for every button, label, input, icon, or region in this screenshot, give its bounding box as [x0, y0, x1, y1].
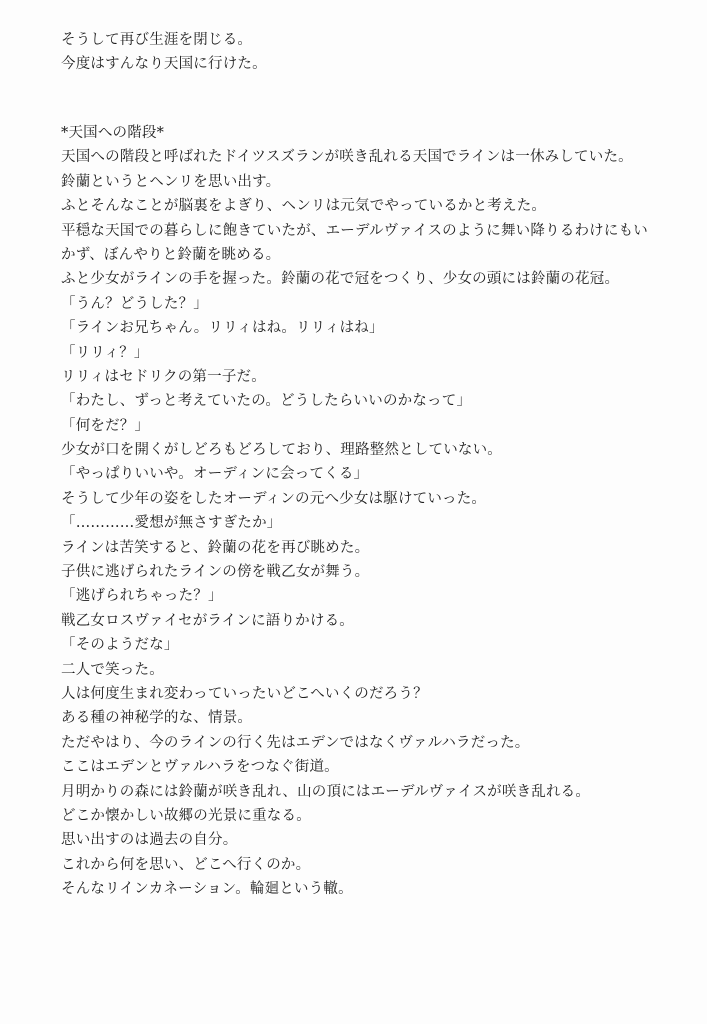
story-line: リリィはセドリクの第一子だ。	[61, 368, 266, 385]
story-line: どこか懐かしい故郷の光景に重なる。	[61, 807, 311, 824]
story-line: 戦乙女ロスヴァイセがラインに語りかける。	[61, 612, 354, 629]
story-line: ふと少女がラインの手を握った。鈴蘭の花で冠をつくり、少女の頭には鈴蘭の花冠。	[61, 271, 620, 288]
story-section	[61, 121, 691, 902]
story-line: 天国への階段と呼ばれたドイツスズランが咲き乱れる天国でラインは一休みしていた。	[61, 149, 633, 166]
intro-paragraph	[61, 28, 691, 77]
story-line: 少女が口を開くがしどろもどろしており、理路整然としていない。	[61, 442, 502, 459]
story-line: 「何をだ？」	[61, 417, 150, 434]
story-line: 「ラインお兄ちゃん。リリィはね。リリィはね」	[61, 320, 384, 337]
story-line: 二人で笑った。	[61, 661, 164, 678]
story-line: そんなリインカネーション。輪廻という轍。	[61, 881, 353, 898]
story-line: 子供に逃げられたラインの傍を戦乙女が舞う。	[61, 564, 370, 581]
intro-line: 今度はすんなり天国に行けた。	[61, 56, 267, 73]
story-line: 「リリィ？」	[61, 344, 149, 361]
story-line: 月明かりの森には鈴蘭が咲き乱れ、山の頂にはエーデルヴァイスが咲き乱れる。	[61, 783, 591, 800]
section-title: *天国への階段*	[61, 125, 165, 141]
story-line: 思い出すのは過去の自分。	[61, 832, 238, 849]
story-line: 「うん？どうした？」	[61, 295, 208, 312]
story-line: 人は何度生まれ変わっていったいどこへいくのだろう？	[61, 685, 428, 702]
story-line: ある種の神秘学的な、情景。	[61, 710, 253, 727]
story-line: 「わたし、ずっと考えていたの。どうしたらいいのかなって」	[61, 393, 472, 410]
story-line: ふとそんなことが脳裏をよぎり、ヘンリは元気でやっているかと考えた。	[61, 198, 547, 215]
story-line: 「逃げられちゃった？」	[61, 588, 223, 605]
story-line: 鈴蘭というとヘンリを思い出す。	[61, 173, 281, 190]
story-line: 「…………愛想が無さすぎたか」	[61, 515, 282, 532]
story-line: ただやはり、今のラインの行く先はエデンではなくヴァルハラだった。	[61, 734, 530, 751]
story-line: かず、ぼんやりと鈴蘭を眺める。	[61, 246, 281, 263]
story-body	[61, 145, 691, 901]
story-line: ここはエデンとヴァルハラをつなぐ街道。	[61, 759, 339, 776]
story-line: そうして少年の姿をしたオーディンの元へ少女は駆けていった。	[61, 490, 487, 507]
intro-line: そうして再び生涯を閉じる。	[61, 32, 253, 48]
story-line: ラインは苦笑すると、鈴蘭の花を再び眺めた。	[61, 539, 370, 556]
story-line: これから何を思い、どこへ行くのか。	[61, 856, 311, 873]
story-line: 「そのようだな」	[61, 637, 179, 654]
story-line: 平穏な天国での暮らしに飽きていたが、エーデルヴァイスのように舞い降りるわけにもい	[61, 222, 648, 239]
story-line: 「やっぱりいいや。オーディンに会ってくる」	[61, 466, 369, 483]
